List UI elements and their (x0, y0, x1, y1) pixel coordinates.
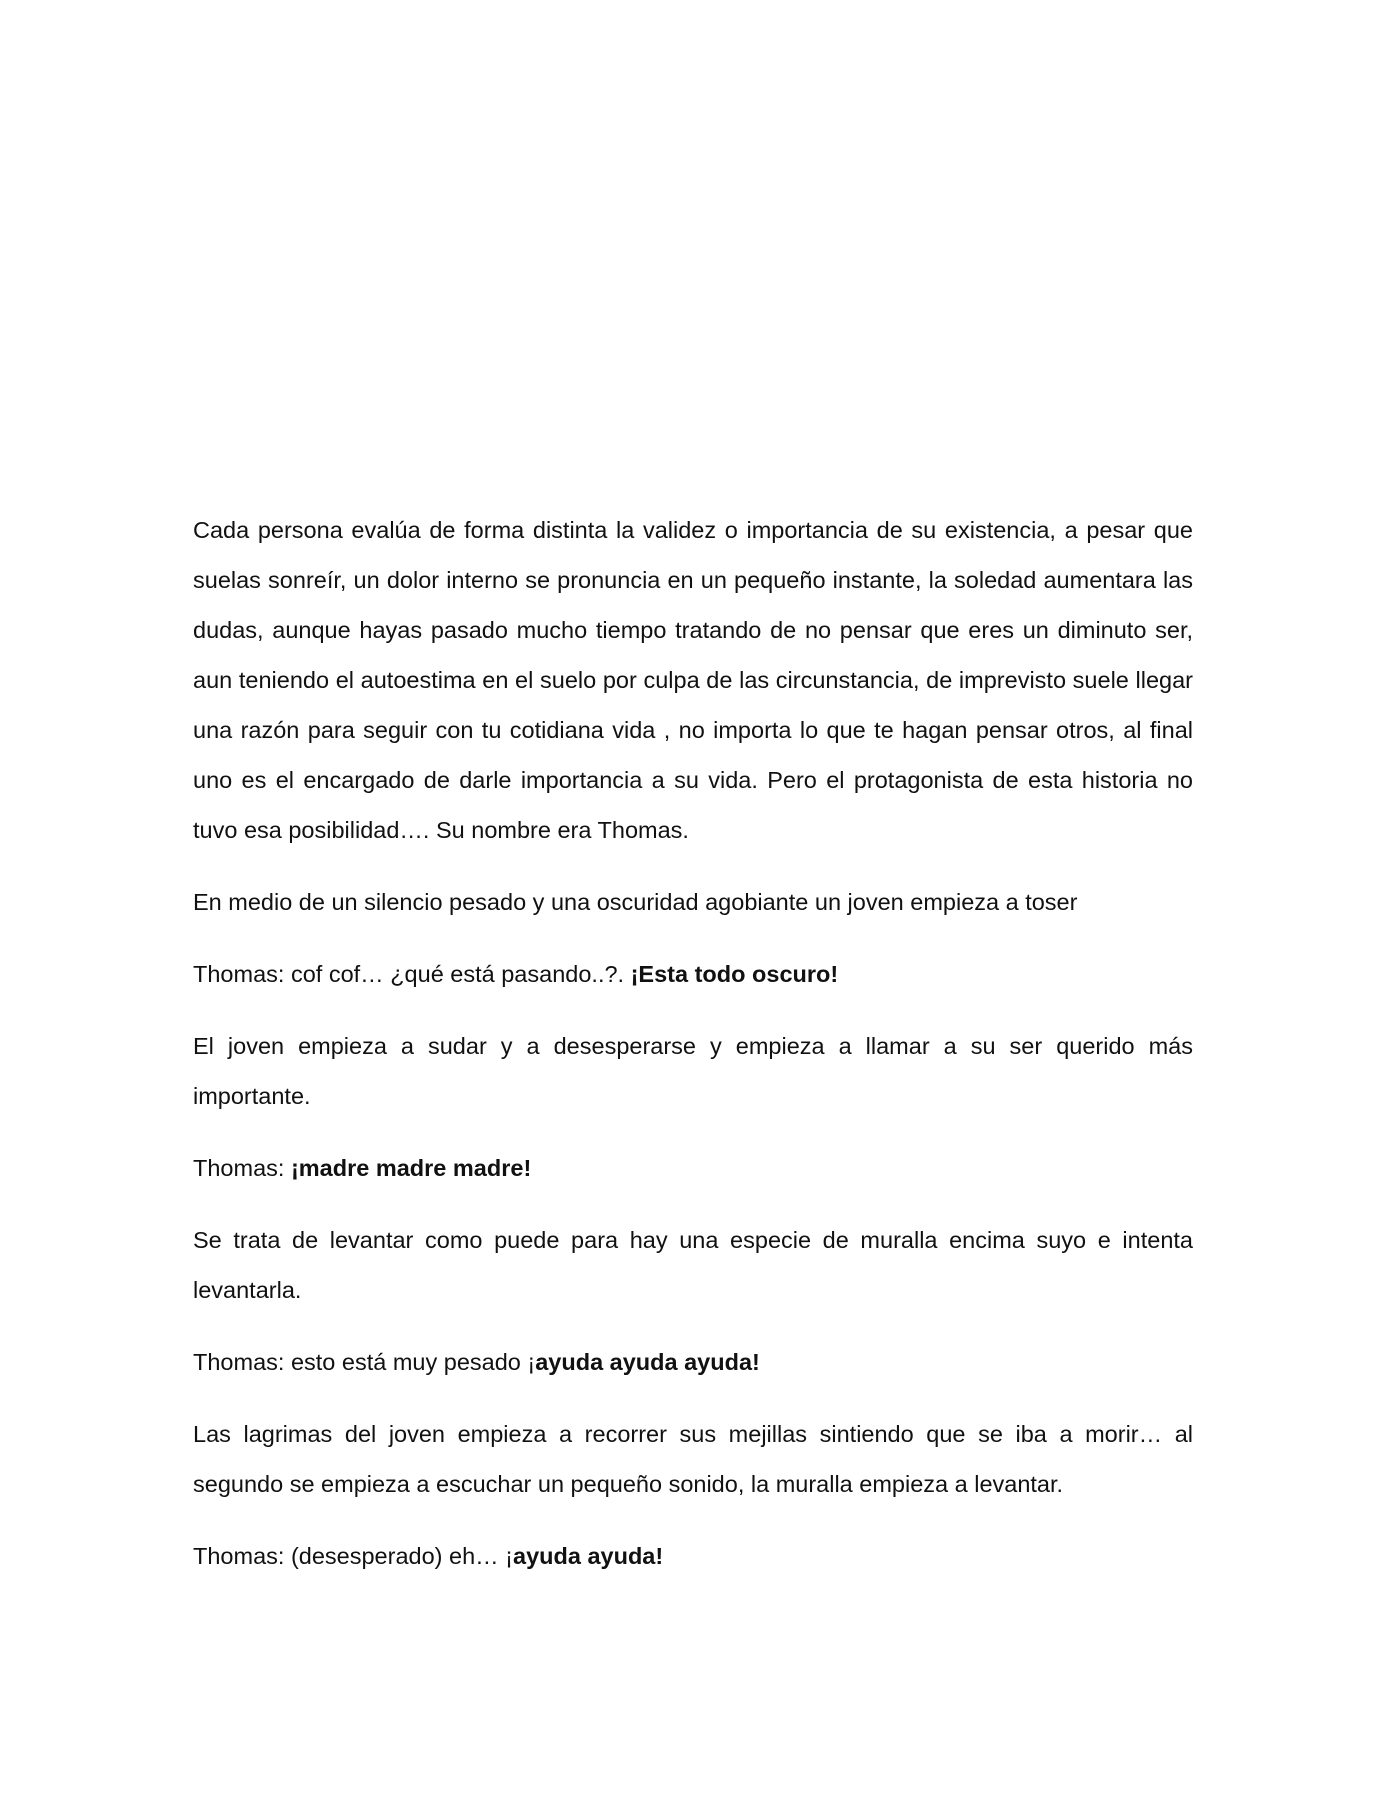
dialogue-exclamation: ayuda ayuda ayuda! (535, 1349, 760, 1375)
paragraph-narration: En medio de un silencio pesado y una oscuridad agobiante un joven empieza a toser (193, 889, 1078, 915)
dialogue-line (193, 1531, 1193, 1581)
paragraph-narration: Se trata de levantar como puede para hay una especie de muralla encima suyo e intenta levantarla. (193, 1227, 1193, 1303)
dialogue-line (193, 1143, 1193, 1193)
dialogue-line (193, 1337, 1193, 1387)
dialogue-line (193, 949, 1193, 999)
paragraph-narration: Las lagrimas del joven empieza a recorrer sus mejillas sintiendo que se iba a morir… al segundo se empieza a escuchar un pequeño sonido, la muralla empieza a levantar. (193, 1421, 1193, 1497)
document-body (193, 505, 1193, 1603)
dialogue-exclamation: ¡Esta todo oscuro! (630, 961, 839, 987)
dialogue-text: Thomas: cof cof… ¿qué está pasando..?. (193, 961, 631, 987)
dialogue-exclamation: ¡madre madre madre! (290, 1155, 532, 1181)
paragraph-narration: El joven empieza a sudar y a desesperarse y empieza a llamar a su ser querido más importante. (193, 1033, 1193, 1109)
paragraph-intro: Cada persona evalúa de forma distinta la validez o importancia de su existencia, a pesar que suelas sonreír, un dolor interno se pronuncia en un pequeño instante, la soledad aumentara las dudas, aunque hayas pasado mucho tiempo tratando de no pensar que eres un diminuto ser, aun teniendo el autoestima en el suelo por culpa de las circunstancia, de imprevisto suele llegar una razón para seguir con tu cotidiana vida , no importa lo que te hagan pensar otros, al final uno es el encargado de darle importancia a su vida. Pero el protagonista de esta historia no tuvo esa posibilidad…. Su nombre era Thomas. (193, 517, 1193, 843)
dialogue-text: Thomas: (desesperado) eh… ¡ (193, 1543, 514, 1569)
dialogue-exclamation: ayuda ayuda! (513, 1543, 664, 1569)
dialogue-text: Thomas: (193, 1155, 291, 1181)
dialogue-text: Thomas: esto está muy pesado ¡ (193, 1349, 536, 1375)
